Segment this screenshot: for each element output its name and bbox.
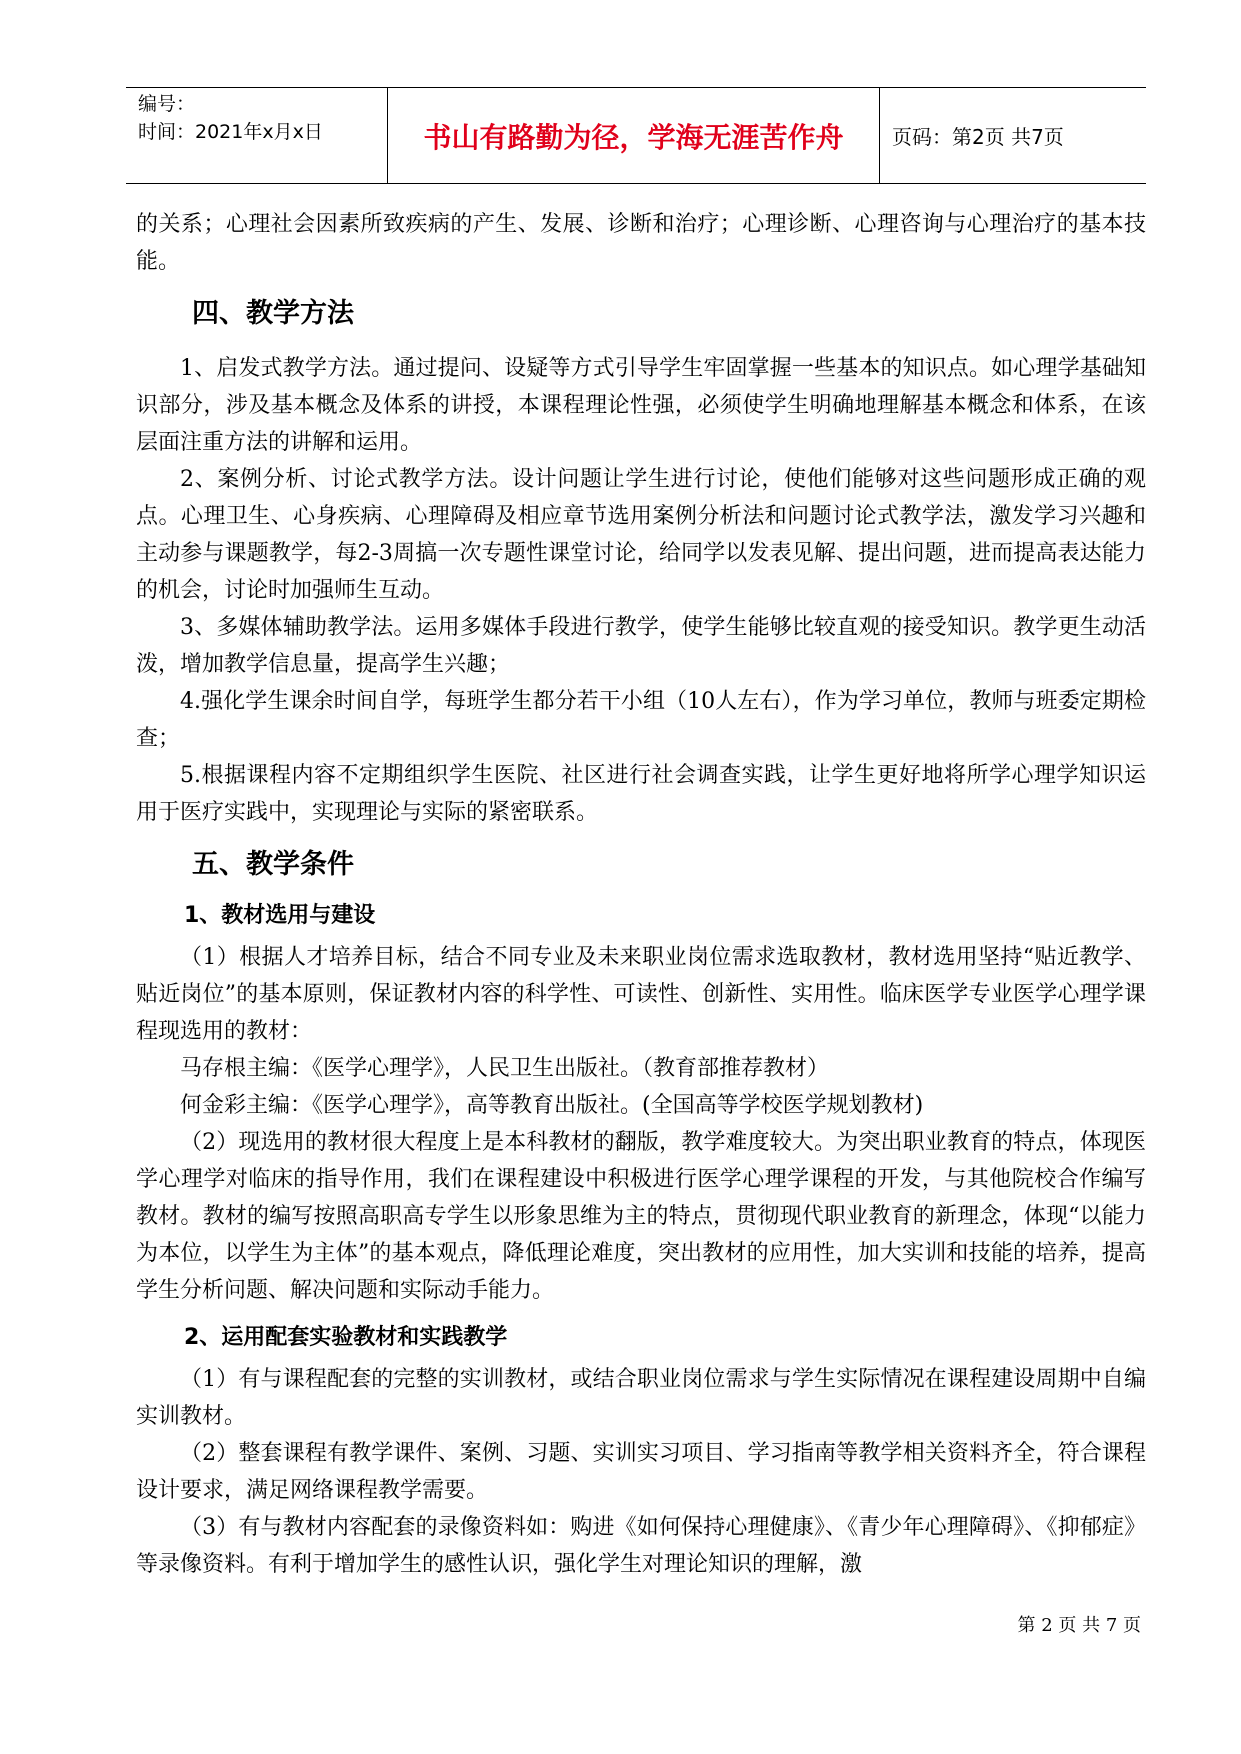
textbook-item-2: 何金彩主编：《医学心理学》，高等教育出版社。(全国高等学校医学规划教材) (180, 1093, 924, 1118)
method-4: 4.强化学生课余时间自学，每班学生都分若干小组（10人左右），作为学习单位，教师与班委定期检查； (136, 689, 1146, 751)
method-2: 2、案例分析、讨论式教学方法。设计问题让学生进行讨论，使他们能够对这些问题形成正确的观点。心理卫生、心身疾病、心理障碍及相应章节选用案例分析法和问题讨论式教学法，激发学习兴趣和主动参与课题教学，每2-3周搞一次专题性课堂讨论，给同学以发表见解、提出问题，进而提高表达能力的机会，讨论时加强师生互动。 (136, 467, 1146, 603)
subheading-practice: 2、运用配套实验教材和实践教学 (184, 1325, 508, 1350)
textbook-para-2: （2）现选用的教材很大程度上是本科教材的翻版，教学难度较大。为突出职业教育的特点，体现医学心理学对临床的指导作用，我们在课程建设中积极进行医学心理学课程的开发，与其他院校合作编写教材。教材的编写按照高职高专学生以形象思维为主的特点，贯彻现代职业教育的新理念，体现“以能力为本位，以学生为主体”的基本观点，降低理论难度，突出教材的应用性，加大实训和技能的培养，提高学生分析问题、解决问题和实际动手能力。 (136, 1130, 1146, 1303)
practice-para-3: （3）有与教材内容配套的录像资料如：购进《如何保持心理健康》、《青少年心理障碍》、《抑郁症》等录像资料。有利于增加学生的感性认识，强化学生对理论知识的理解，激 (136, 1515, 1146, 1577)
method-3: 3、多媒体辅助教学法。运用多媒体手段进行教学，使学生能够比较直观的接受知识。教学更生动活泼，增加教学信息量，提高学生兴趣； (136, 615, 1146, 677)
section-heading-methods: 四、教学方法 (192, 298, 354, 329)
practice-para-1: （1）有与课程配套的完整的实训教材，或结合职业岗位需求与学生实际情况在课程建设周期中自编实训教材。 (136, 1367, 1146, 1429)
method-1: 1、启发式教学方法。通过提问、设疑等方式引导学生牢固掌握一些基本的知识点。如心理学基础知识部分，涉及基本概念及体系的讲授，本课程理论性强，必须使学生明确地理解基本概念和体系，在该层面注重方法的讲解和运用。 (136, 356, 1146, 455)
document-body (136, 206, 1146, 1583)
method-5: 5.根据课程内容不定期组织学生医院、社区进行社会调查实践，让学生更好地将所学心理学知识运用于医疗实践中，实现理论与实际的紧密联系。 (136, 763, 1146, 825)
textbook-para-1: （1）根据人才培养目标，结合不同专业及未来职业岗位需求选取教材，教材选用坚持“贴近教学、贴近岗位”的基本原则，保证教材内容的科学性、可读性、创新性、实用性。临床医学专业医学心理学课程现选用的教材： (136, 945, 1146, 1044)
header-page-info: 页码：第2页 共7页 (892, 125, 1064, 149)
intro-paragraph: 的关系；心理社会因素所致疾病的产生、发展、诊断和治疗；心理诊断、心理咨询与心理治疗的基本技能。 (136, 212, 1146, 274)
time-label: 时间：2021年x月x日 (138, 121, 323, 143)
section-heading-conditions: 五、教学条件 (192, 849, 354, 880)
subheading-textbooks: 1、教材选用与建设 (184, 903, 376, 928)
page-header (126, 87, 1146, 184)
textbook-item-1: 马存根主编：《医学心理学》，人民卫生出版社。（教育部推荐教材） (180, 1056, 830, 1081)
practice-para-2: （2）整套课程有教学课件、案例、习题、实训实习项目、学习指南等教学相关资料齐全，符合课程设计要求，满足网络课程教学需要。 (136, 1441, 1146, 1503)
number-label: 编号： (138, 93, 196, 115)
header-motto: 书山有路勤为径，学海无涯苦作舟 (388, 88, 880, 183)
header-meta (126, 88, 388, 183)
page-footer: 第 2 页 共 7 页 (1017, 1615, 1141, 1636)
